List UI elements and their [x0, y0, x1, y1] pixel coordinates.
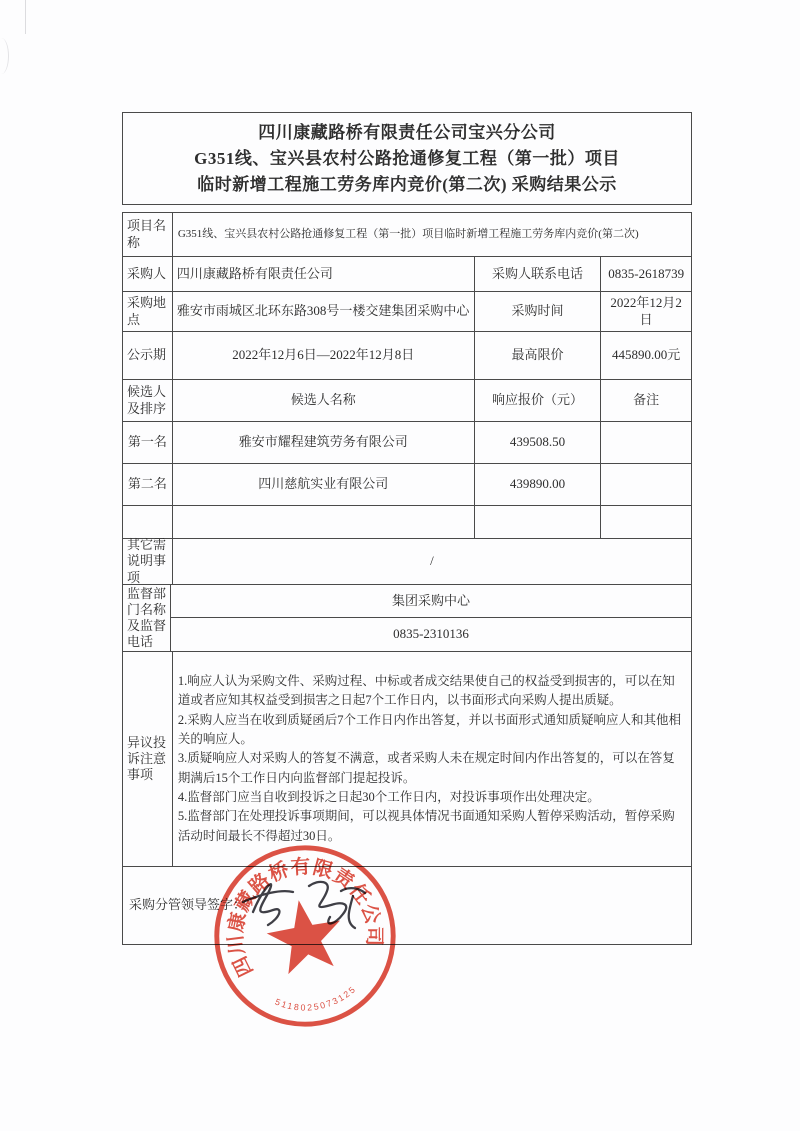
- candidate-row-1: [123, 422, 691, 464]
- candidates-header-row: [123, 380, 691, 422]
- candidate-2-quote: 439890.00: [475, 464, 602, 506]
- purchaser-value: 四川康藏路桥有限责任公司: [173, 257, 475, 292]
- candidate-3-name: [173, 506, 475, 539]
- candidate-1-quote: 439508.50: [475, 422, 602, 464]
- max-price-label: 最高限价: [475, 332, 602, 380]
- location-label: 采购地点: [123, 292, 173, 332]
- objection-item-4: 4.监督部门应当自收到投诉之日起30个工作日内，对投诉事项作出处理决定。: [177, 790, 600, 805]
- candidate-1-remark: [601, 422, 691, 464]
- purchase-time-value: 2022年12月2日: [601, 292, 691, 332]
- supervision-row: [123, 585, 691, 652]
- supervision-dept-value: 集团采购中心: [171, 585, 691, 618]
- objection-notes: [173, 652, 691, 867]
- scan-artifact-curve: [0, 38, 9, 74]
- publicity-value: 2022年12月6日—2022年12月8日: [173, 332, 475, 380]
- other-notes-row: [123, 539, 691, 585]
- publicity-label: 公示期: [123, 332, 173, 380]
- candidates-rank-header: 候选人及排序: [123, 380, 173, 422]
- company-seal: [207, 838, 403, 1034]
- project-name-value: G351线、宝兴县农村公路抢通修复工程（第一批）项目临时新增工程施工劳务库内竞价(第二次): [173, 213, 691, 257]
- title-line-3: 临时新增工程施工劳务库内竞价(第二次) 采购结果公示: [197, 174, 617, 194]
- candidate-2-rank: 第二名: [123, 464, 173, 506]
- supervision-label: 监督部门名称及监督电话: [123, 585, 171, 652]
- objection-label: 异议投诉注意事项: [123, 652, 173, 867]
- signature-label: 采购分管领导签字：: [129, 897, 247, 913]
- max-price-value: 445890.00元: [601, 332, 691, 380]
- seal-code-text: 5118025073125: [273, 983, 359, 1013]
- candidates-quote-header: 响应报价（元）: [475, 380, 602, 422]
- seal-company-text: 四川康藏路桥有限责任公司: [225, 856, 384, 980]
- project-name-label: 项目名称: [123, 213, 173, 257]
- publicity-row: [123, 332, 691, 380]
- objection-item-5: 5.监督部门在处理投诉事项期间，可以视具体情况书面通知采购人暂停采购活动，暂停采购活动时间最长不得超过30日。: [177, 809, 675, 843]
- purchaser-label: 采购人: [123, 257, 173, 292]
- candidates-name-header: 候选人名称: [173, 380, 475, 422]
- purchaser-row: [123, 257, 691, 292]
- purchaser-phone-value: 0835-2618739: [601, 257, 691, 292]
- project-name-row: [123, 213, 691, 257]
- candidate-1-rank: 第一名: [123, 422, 173, 464]
- title-line-2: G351线、宝兴县农村公路抢通修复工程（第一批）项目: [194, 148, 620, 168]
- objection-item-3: 3.质疑响应人对采购人的答复不满意，或者采购人未在规定时间内作出答复的，可以在答复期满后15个工作日内向监督部门提起投诉。: [177, 751, 675, 785]
- title-line-1: 四川康藏路桥有限责任公司宝兴分公司: [258, 122, 556, 142]
- candidate-2-remark: [601, 464, 691, 506]
- candidates-remark-header: 备注: [601, 380, 691, 422]
- candidate-1-name: 雅安市耀程建筑劳务有限公司: [173, 422, 475, 464]
- location-value: 雅安市雨城区北环东路308号一楼交建集团采购中心: [173, 292, 475, 332]
- scan-artifact-line: [25, 0, 26, 34]
- candidate-row-empty: [123, 506, 691, 539]
- candidate-2-name: 四川慈航实业有限公司: [173, 464, 475, 506]
- candidate-3-remark: [601, 506, 691, 539]
- other-notes-label: 其它需说明事项: [123, 539, 173, 585]
- purchase-time-label: 采购时间: [475, 292, 602, 332]
- candidate-3-quote: [475, 506, 602, 539]
- candidate-row-2: [123, 464, 691, 506]
- purchaser-phone-label: 采购人联系电话: [475, 257, 602, 292]
- location-row: [123, 292, 691, 332]
- candidate-3-rank: [123, 506, 173, 539]
- title-box: [122, 112, 692, 205]
- supervision-phone-value: 0835-2310136: [171, 618, 691, 652]
- objection-row: [123, 652, 691, 867]
- objection-item-1: 1.响应人认为采购文件、采购过程、中标或者成交结果使自己的权益受到损害的，可以在知道或者应知其权益受到损害之日起7个工作日内，以书面形式向采购人提出质疑。: [177, 673, 675, 708]
- other-notes-value: /: [173, 539, 691, 585]
- result-table: [122, 212, 692, 945]
- seal-star-icon: [262, 894, 348, 977]
- objection-item-2: 2.采购人应当在收到质疑函后7个工作日内作出答复，并以书面形式通知质疑响应人和其他相关的响应人。: [177, 712, 681, 746]
